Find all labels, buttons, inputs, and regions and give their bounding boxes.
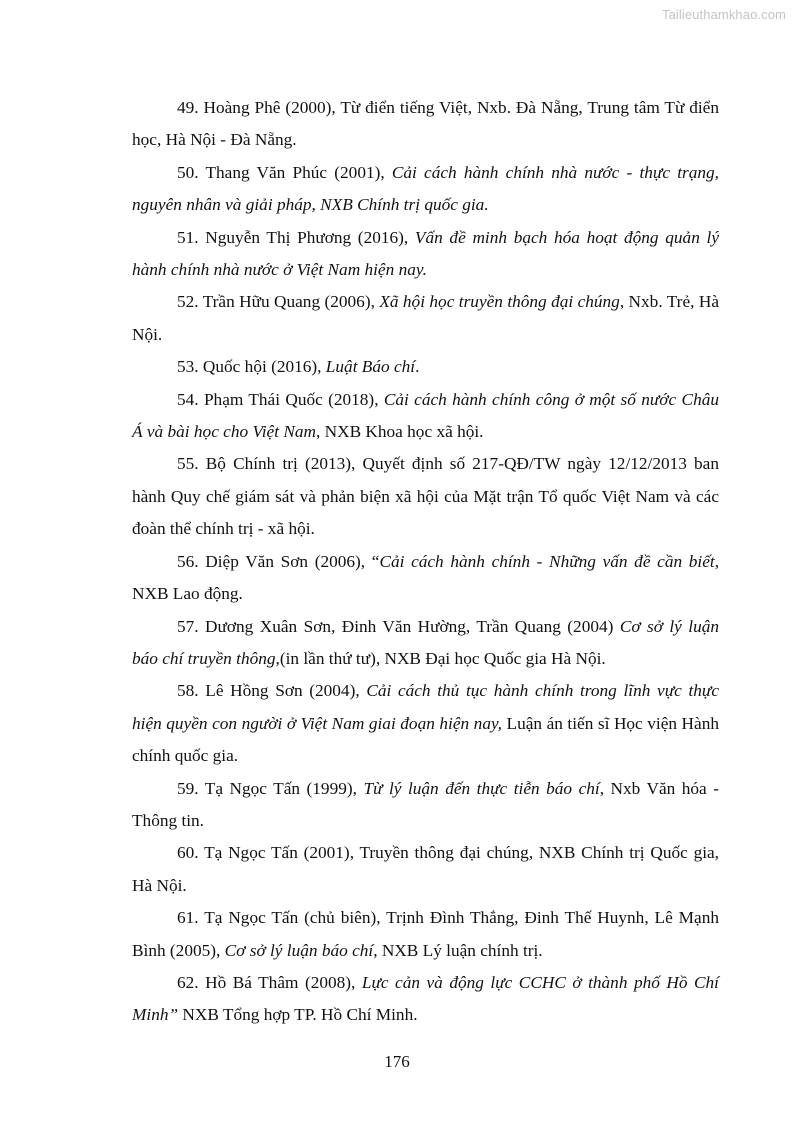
reference-text: 57. Dương Xuân Sơn, Đinh Văn Hường, Trần Quang (2004): [177, 616, 620, 636]
reference-item-60: [132, 837, 719, 902]
reference-title: Lực cản và động lực CCHC ở thành phố Hồ Chí Minh”: [132, 972, 719, 1025]
reference-title: Cải cách hành chính - Những vấn đề cần biết: [379, 551, 715, 571]
reference-title: Cơ sở lý luận báo chí: [224, 940, 374, 960]
reference-text: 49. Hoàng Phê (2000), Từ điển tiếng Việt, Nxb. Đà Nẵng, Trung tâm Từ điển học, Hà Nội - Đà Nẵng.: [132, 98, 719, 150]
reference-text: , NXB Lý luận chính trị.: [373, 940, 543, 960]
reference-item-61: [132, 902, 719, 967]
reference-item-56: [132, 546, 719, 611]
reference-text: 51. Nguyễn Thị Phương (2016),: [177, 227, 415, 247]
reference-item-51: [132, 222, 719, 287]
page-number: 176: [384, 1052, 410, 1071]
reference-item-49: [132, 92, 719, 157]
reference-item-54: [132, 384, 719, 449]
reference-title: Luật Báo chí: [325, 357, 416, 377]
reference-item-62: [132, 967, 719, 1032]
reference-item-50: [132, 157, 719, 222]
reference-text: 50. Thang Văn Phúc (2001),: [177, 162, 392, 182]
reference-text: , Nxb Văn hóa - Thông tin.: [132, 778, 719, 830]
reference-title: Cải cách hành chính nhà nước - thực trạng, nguyên nhân và giải pháp, NXB Chính trị quốc gia.: [132, 162, 719, 215]
reference-text: 60. Tạ Ngọc Tấn (2001), Truyền thông đại chúng, NXB Chính trị Quốc gia, Hà Nội.: [132, 843, 719, 895]
reference-text: 59. Tạ Ngọc Tấn (1999),: [177, 778, 364, 798]
reference-text: 55. Bộ Chính trị (2013), Quyết định số 217-QĐ/TW ngày 12/12/2013 ban hành Quy chế giám sát và phản biện xã hội của Mặt trận Tổ quốc Việt Nam và các đoàn thể chính trị - xã hội.: [132, 454, 719, 539]
reference-item-52: [132, 286, 719, 351]
reference-item-59: [132, 773, 719, 838]
reference-list: [132, 92, 719, 1032]
reference-text: , NXB Khoa học xã hội.: [315, 422, 484, 442]
reference-title: Xã hội học truyền thông đại chúng: [379, 292, 620, 312]
reference-text: , NXB Lao động.: [132, 551, 720, 604]
reference-text: 53. Quốc hội (2016),: [177, 357, 326, 377]
reference-text: 52. Trần Hữu Quang (2006),: [177, 292, 380, 312]
reference-text: 54. Phạm Thái Quốc (2018),: [177, 389, 384, 409]
reference-title: Cải cách hành chính công ở một số nước Châu Á và bài học cho Việt Nam: [132, 389, 719, 442]
reference-text: 56. Diệp Văn Sơn (2006), “: [177, 551, 380, 571]
reference-text: (in lần thứ tư), NXB Đại học Quốc gia Hà Nội.: [279, 648, 606, 668]
watermark: Tailieuthamkhao.com: [661, 7, 786, 22]
reference-text: , Nxb. Trẻ, Hà Nội.: [132, 292, 719, 344]
reference-item-53: [132, 351, 719, 383]
reference-title: Vấn đề minh bạch hóa hoạt động quản lý hành chính nhà nước ở Việt Nam hiện nay.: [132, 227, 719, 280]
reference-text: .: [415, 357, 420, 377]
reference-item-58: [132, 675, 719, 772]
reference-item-55: [132, 448, 719, 545]
reference-text: 58. Lê Hồng Sơn (2004),: [177, 681, 367, 701]
reference-text: 62. Hồ Bá Thâm (2008),: [177, 972, 362, 992]
reference-text: NXB Tổng hợp TP. Hồ Chí Minh.: [178, 1005, 418, 1025]
reference-title: Từ lý luận đến thực tiễn báo chí: [363, 778, 600, 798]
reference-title: Cơ sở lý luận báo chí truyền thông,: [132, 616, 720, 668]
reference-title: Cải cách thủ tục hành chính trong lĩnh vực thực hiện quyền con người ở Việt Nam giai đoạn hiện nay,: [132, 681, 719, 733]
reference-text: 61. Tạ Ngọc Tấn (chủ biên), Trịnh Đình Thắng, Đinh Thế Huynh, Lê Mạnh Bình (2005),: [132, 908, 719, 960]
reference-item-57: [132, 611, 719, 676]
reference-text: Luận án tiến sĩ Học viện Hành chính quốc gia.: [132, 713, 719, 766]
